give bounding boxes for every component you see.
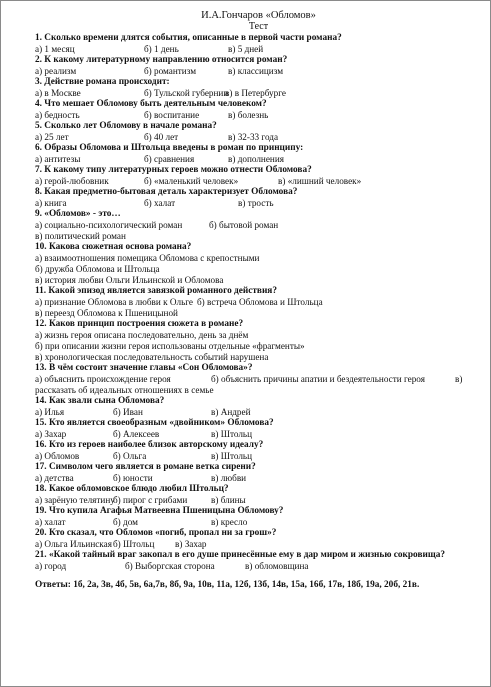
answer-option: а) 1 месяц <box>35 44 75 54</box>
document-subtitle: Тест <box>248 21 269 32</box>
answer-option: в) <box>455 374 463 384</box>
answer-option-line: в) политический роман <box>35 231 126 241</box>
answer-options-row <box>35 374 482 385</box>
answer-options-row <box>35 473 482 484</box>
question-block <box>35 396 482 418</box>
answer-option: а) халат <box>35 517 66 527</box>
answer-options-row <box>35 66 482 77</box>
answer-option: а) Илья <box>35 407 65 417</box>
question-block <box>35 99 482 121</box>
question-text: 15. Кто является своеобразным «двойником» Обломова? <box>35 418 274 428</box>
answer-option: б) бытовой роман <box>209 220 279 230</box>
answer-option: в) болезнь <box>228 110 269 120</box>
answer-option: б) Штольц <box>113 539 155 549</box>
answer-option: а) 25 лет <box>35 132 69 142</box>
answer-option: б) юности <box>113 473 153 483</box>
answer-option: а) в Москве <box>35 88 81 98</box>
question-text: 12. Каков принцип построения сюжета в романе? <box>35 319 244 329</box>
question-block <box>35 121 482 143</box>
question-block <box>35 143 482 165</box>
answer-option-line: б) при описании жизни героя использованы отдельные «фрагменты» <box>35 341 305 351</box>
answer-option: а) объяснить происхождение героя <box>35 374 171 384</box>
answer-option: а) социально-психологический роман <box>35 220 183 230</box>
answer-option: в) любви <box>211 473 247 483</box>
question-block <box>35 506 482 528</box>
answer-option-line: рассказать об идеальных отношениях в семье <box>35 385 214 395</box>
question-block <box>35 484 482 506</box>
answer-option: в) «лишний человек» <box>278 176 362 186</box>
answer-option: б) Ольга <box>113 451 147 461</box>
answer-option: а) Ольга Ильинская <box>35 539 112 549</box>
answer-option: а) реализм <box>35 66 77 76</box>
answer-options-row <box>35 88 482 99</box>
answer-option: б) воспитание <box>144 110 200 120</box>
answer-options-row <box>35 110 482 121</box>
answer-option: в) 5 дней <box>228 44 264 54</box>
answer-option: а) детства <box>35 473 74 483</box>
question-text: 6. Образы Обломова и Штольца введены в роман по принципу: <box>35 143 304 153</box>
question-block <box>35 319 482 363</box>
question-text: 18. Какое обломовское блюдо любил Штольц? <box>35 484 229 494</box>
answer-option: в) классицизм <box>228 66 284 76</box>
answer-option: а) бедность <box>35 110 80 120</box>
answer-options-row <box>35 429 482 440</box>
question-text: 13. В чём состоит значение главы «Сон Обломова»? <box>35 363 253 373</box>
question-text: 7. К какому типу литературных героев можно отнести Обломова? <box>35 165 312 175</box>
answer-option: в) трость <box>238 198 274 208</box>
question-text: 17. Символом чего является в романе ветка сирени? <box>35 462 256 472</box>
question-text: 2. К какому литературному направлению относится роман? <box>35 55 288 65</box>
answer-option: б) 1 день <box>144 44 179 54</box>
answer-option: в) Штольц <box>211 429 253 439</box>
question-block <box>35 33 482 55</box>
question-block <box>35 187 482 209</box>
answer-option: б) «маленький человек» <box>144 176 239 186</box>
answer-option-line: б) дружба Обломова и Штольца <box>35 264 160 274</box>
answer-option: а) зарёную телятину <box>35 495 115 505</box>
answer-option: б) 40 лет <box>144 132 179 142</box>
question-block <box>35 528 482 550</box>
question-block <box>35 363 482 396</box>
answer-options-row <box>35 132 482 143</box>
question-block <box>35 209 482 242</box>
answer-options-row <box>35 198 482 209</box>
answer-option: в) кресло <box>211 517 248 527</box>
answer-options-row <box>35 176 482 187</box>
answer-key: Ответы: 1б, 2а, 3в, 4б, 5в, 6а,7в, 8б, 9а, 10в, 11а, 12б, 13б, 14в, 15а, 16б, 17в, 18б, 19а, 20б, 21в. <box>35 580 420 590</box>
question-block <box>35 55 482 77</box>
answer-option: б) Выборгская сторона <box>125 561 215 571</box>
answer-option: б) халат <box>144 198 176 208</box>
question-text: 19. Что купила Агафья Матвеевна Пшеницына Обломову? <box>35 506 284 516</box>
question-text: 3. Действие романа происходит: <box>35 77 170 87</box>
question-block <box>35 550 482 572</box>
answer-options-row <box>35 517 482 528</box>
answer-options-row <box>35 561 482 572</box>
answer-option-line: а) жизнь героя описана последовательно, день за днём <box>35 330 249 340</box>
answer-option: б) романтизм <box>144 66 197 76</box>
question-text: 4. Что мешает Обломову быть деятельным человеком? <box>35 99 267 109</box>
answer-options-row <box>35 44 482 55</box>
answer-option: б) дом <box>113 517 138 527</box>
document-content <box>35 10 482 591</box>
answer-option: а) город <box>35 561 67 571</box>
question-text: 21. «Какой тайный враг закопал в его душе принесённые ему в дар миром и жизнью сокровища? <box>35 550 445 560</box>
answer-option: в) в Петербурге <box>225 88 286 98</box>
question-text: 20. Кто сказал, что Обломов «погиб, пропал ни за грош»? <box>35 528 277 538</box>
answer-option: в) обломовщина <box>245 561 309 571</box>
answer-option: а) антитезы <box>35 154 81 164</box>
answer-option: а) герой-любовник <box>35 176 109 186</box>
answer-option: а) признание Обломова в любви к Ольге <box>35 297 193 307</box>
question-text: 5. Сколько лет Обломову в начале романа? <box>35 121 217 131</box>
answer-options-row <box>35 539 482 550</box>
question-block <box>35 462 482 484</box>
question-text: 11. Какой эпизод является завязкой романного действия? <box>35 286 277 296</box>
question-block <box>35 77 482 99</box>
answer-option: в) дополнения <box>228 154 284 164</box>
question-text: 10. Какова сюжетная основа романа? <box>35 242 192 252</box>
answer-options-row <box>35 154 482 165</box>
answer-option: б) Иван <box>113 407 143 417</box>
answer-option: а) Захар <box>35 429 67 439</box>
question-text: 8. Какая предметно-бытовая деталь характеризует Обломова? <box>35 187 298 197</box>
answer-options-row <box>35 297 482 308</box>
answer-option-line: в) история любви Ольги Ильинской и Обломова <box>35 275 224 285</box>
question-block <box>35 165 482 187</box>
answer-option: б) Тульской губернии <box>144 88 229 98</box>
answer-options-row <box>35 407 482 418</box>
question-block <box>35 440 482 462</box>
question-block <box>35 286 482 319</box>
answer-option: а) Обломов <box>35 451 80 461</box>
question-text: 1. Сколько времени длятся события, описанные в первой части романа? <box>35 33 342 43</box>
answer-option: б) встреча Обломова и Штольца <box>197 297 323 307</box>
answer-option: в) Штольц <box>211 451 253 461</box>
answer-option: а) книга <box>35 198 67 208</box>
question-block <box>35 418 482 440</box>
answer-option: в) блины <box>211 495 246 505</box>
answer-option: в) 32-33 года <box>228 132 279 142</box>
answer-option: б) пирог с грибами <box>113 495 188 505</box>
question-text: 9. «Обломов» - это… <box>35 209 121 219</box>
answer-option: б) сравнения <box>144 154 195 164</box>
answer-option: в) Андрей <box>211 407 251 417</box>
question-list <box>35 33 482 572</box>
answer-option: б) Алексеев <box>113 429 160 439</box>
question-text: 14. Как звали сына Обломова? <box>35 396 165 406</box>
answer-options-row <box>35 495 482 506</box>
answer-options-row <box>35 451 482 462</box>
question-text: 16. Кто из героев наиболее близок авторскому идеалу? <box>35 440 264 450</box>
answer-options-row <box>35 220 482 231</box>
answer-option: в) Захар <box>175 539 207 549</box>
question-block <box>35 242 482 286</box>
answer-option: б) объяснить причины апатии и бездеятельности героя <box>211 374 425 384</box>
document-title: И.А.Гончаров «Обломов» <box>201 10 316 21</box>
answer-option-line: а) взаимоотношения помещика Обломова с крепостными <box>35 253 260 263</box>
answer-option-line: в) хронологическая последовательность событий нарушена <box>35 352 269 362</box>
answer-option-line: в) переезд Обломова к Пшеницыной <box>35 308 178 318</box>
